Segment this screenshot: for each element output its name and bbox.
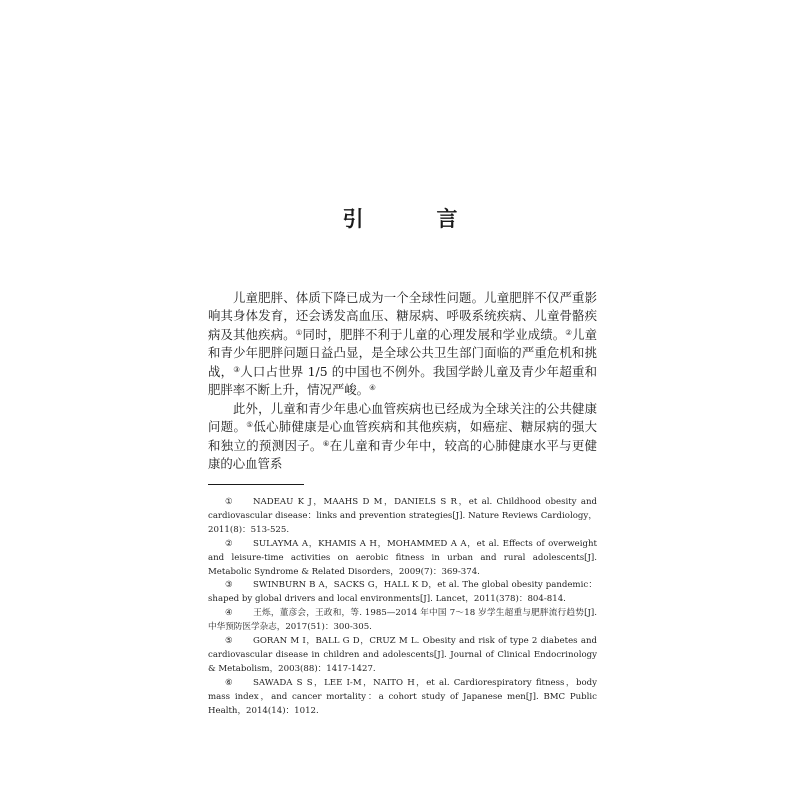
paragraph-text: 人口占世界 1/5 的中国也不例外。我国学龄儿童及青少年超重和肥胖率不断上升，情况严峻。: [208, 363, 597, 398]
paragraph-text: 同时，肥胖不利于儿童的心理发展和学业成绩。: [302, 326, 566, 342]
footnote-ref[interactable]: ④: [369, 383, 376, 393]
footnote-number: ③: [225, 580, 233, 591]
footnote-ref[interactable]: ①: [295, 327, 303, 337]
footnote-ref[interactable]: ③: [233, 364, 241, 374]
footnote-ref[interactable]: ⑤: [246, 420, 254, 430]
footnote-text: GORAN M I，BALL G D，CRUZ M L. Obesity and risk of type 2 diabetes and cardiovascular disease in children and adolescents[J]. Journal of Clinical Endocrinology & Metabolism，2003(88)：1417-1427.: [208, 636, 597, 674]
footnote-ref[interactable]: ⑥: [322, 438, 330, 448]
chapter-title: 引 言: [342, 206, 484, 231]
main-text: [208, 289, 597, 474]
footnote-number: ②: [225, 538, 233, 549]
footnote: [208, 607, 597, 635]
paragraph-text: 低心肺健康是心血管疾病和其他疾病，如癌症、糖尿病的强大和独立的预测因子。: [208, 419, 597, 453]
footnote: [208, 635, 597, 677]
paragraph-text: 此外，儿童和青少年患心血管疾病也已经成为全球关注的公共健康问题。: [208, 400, 597, 435]
footnote: [208, 538, 597, 580]
footnote-text: NADEAU K J，MAAHS D M，DANIELS S R，et al. Childhood obesity and cardiovascular disease：links and prevention strategies[J]. Nature Reviews Cardiology，2011(8)：513-525.: [208, 497, 597, 535]
footnote-text: 王烁，董彦会，王政和，等. 1985—2014 年中国 7～18 岁学生超重与肥胖流行趋势[J]. 中华预防医学杂志，2017(51)：300-305.: [208, 608, 597, 633]
footnote: [208, 579, 597, 607]
paragraph-text: 儿童和青少年肥胖问题日益凸显，是全球公共卫生部门面临的严重危机和挑战，: [208, 326, 598, 379]
footnote-number: ①: [225, 497, 233, 507]
footnotes: [208, 496, 597, 719]
paragraph: [208, 289, 597, 399]
paragraph-text: 儿童肥胖、体质下降已成为一个全球性问题。儿童肥胖不仅严重影响其身体发育，还会诱发高血压、糖尿病、呼吸系统疾病、儿童骨骼疾病及其他疾病。: [208, 290, 597, 342]
footnote-number: ⑥: [225, 677, 233, 688]
footnote-separator: [208, 484, 304, 485]
footnote-number: ④: [225, 608, 233, 619]
paragraph: [208, 400, 597, 474]
footnote-text: SAWADA S S，LEE I-M，NAITO H，et al. Cardiorespiratory fitness，body mass index，and cancer mortality：a cohort study of Japanese men[J]. BMC Public Health，2014(14)：1012.: [208, 677, 597, 716]
footnote-ref[interactable]: ②: [565, 327, 573, 337]
footnote-text: SULAYMA A，KHAMIS A H，MOHAMMED A A，et al. Effects of overweight and leisure-time activities on aerobic fitness in urban and rural adolescents[J]. Metabolic Syndrome & Related Disorders，2009(7)：369-374.: [208, 538, 597, 577]
footnote-number: ⑤: [225, 636, 233, 647]
footnote-text: SWINBURN B A，SACKS G，HALL K D，et al. The global obesity pandemic：shaped by global drivers and local environments[J]. Lancet，2011(378)：804-814.: [208, 580, 597, 605]
footnote: [208, 496, 597, 538]
paragraph-text: 在儿童和青少年中，较高的心肺健康水平与更健康的心血管系: [208, 437, 597, 472]
footnote: [208, 677, 597, 719]
